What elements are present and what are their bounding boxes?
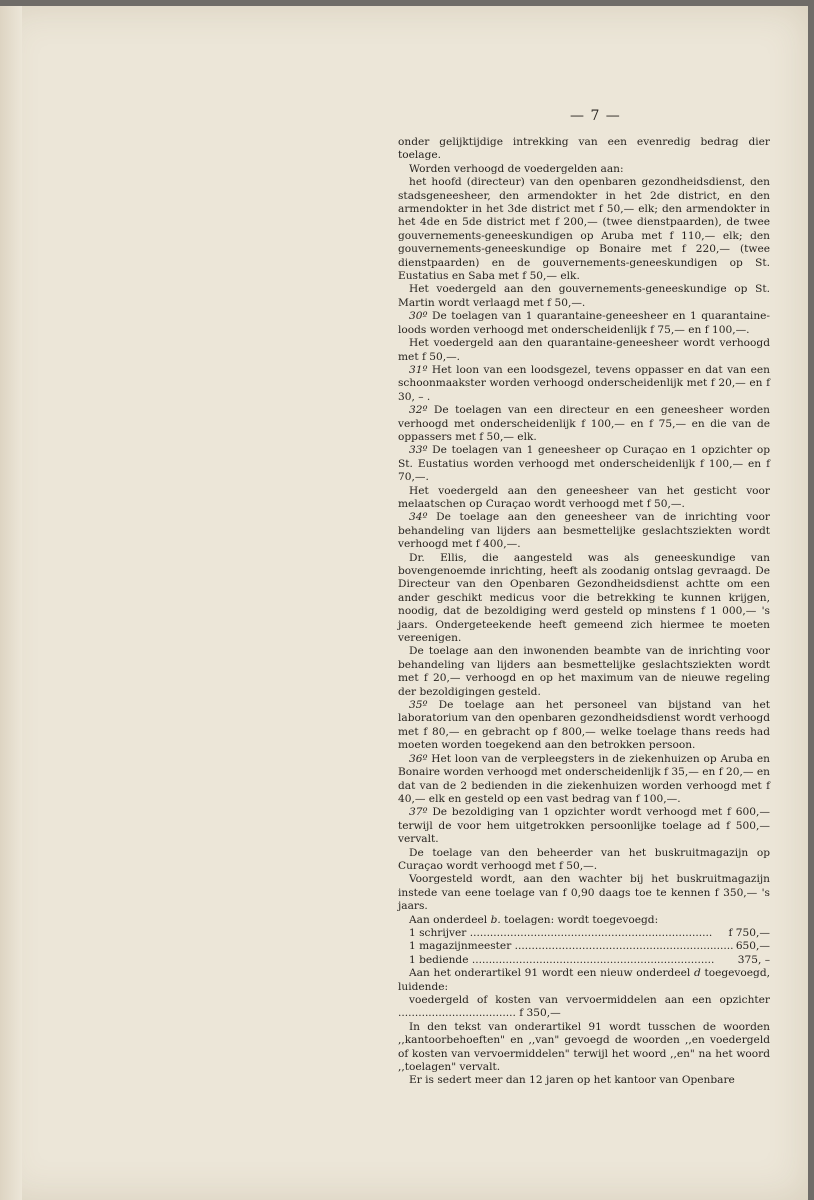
document-page — [0, 6, 808, 1200]
position-label: 1 schrijver ..... — [409, 927, 727, 940]
list-item — [398, 927, 770, 940]
page-fold-shadow — [0, 6, 22, 1200]
numbered-paragraph: 30º De toelagen van 1 quarantaine-geneesheer en 1 quarantaine-loods worden verhoogd met onderscheidenlijk f 75,— en f 100,—. — [398, 310, 770, 336]
amount: f 350,— — [519, 1007, 561, 1020]
paragraph: Het voedergeld aan den geneesheer van het gesticht voor melaatschen op Curaçao wordt verhoogd met f 50,—. — [398, 484, 770, 510]
amount: 650,— — [735, 940, 770, 953]
position-label: voedergeld of kosten van vervoermiddelen aan een opzichter — [409, 994, 770, 1006]
item-number: 33º — [409, 444, 428, 457]
paragraph: Voorgesteld wordt, aan den wachter bij het buskruitmagazijn instede van eene toelage van f 0,90 daags toe te kennen f 350,— 's jaars. — [398, 873, 770, 913]
item-number: 34º — [409, 511, 428, 524]
paragraph: Er is sedert meer dan 12 jaren op het kantoor van Openbare — [409, 1074, 735, 1087]
amount: 375, – — [737, 953, 770, 966]
list-item — [398, 940, 770, 953]
numbered-paragraph: 37º De bezoldiging van 1 opzichter wordt verhoogd met f 600,— terwijl de voor hem uitgetrokken persoonlijke toelage ad f 500,— vervalt. — [398, 806, 770, 846]
item-number: 31º — [409, 363, 428, 376]
numbered-paragraph: 35º De toelage aan het personeel van bijstand van het laboratorium van den openbaren gezondheidsdienst wordt verhoogd met f 80,— en gebracht op f 800,— welke toelage thans reeds had moeten worden toegekend aan den betrokken persoon. — [398, 699, 770, 752]
paragraph: Aan het onderartikel 91 wordt een nieuw onderdeel d toegevoegd, luidende: — [398, 967, 770, 993]
item-number: 30º — [409, 310, 428, 323]
paragraph: De toelage aan den inwonenden beambte van de inrichting voor behandeling van lijders aan besmettelijke geslachtsziekten wordt met f 20,— verhoogd en op het maximum van de nieuwe regeling der bezoldigingen gesteld. — [398, 645, 770, 698]
numbered-paragraph: 31º Het loon van een loodsgezel, tevens oppasser en dat van een schoonmaakster worden verhoogd onderscheidenlijk met f 20,— en f 30, – . — [398, 363, 770, 403]
subsection-letter: b. — [490, 913, 501, 926]
numbered-paragraph: 33º De toelagen van 1 geneesheer op Curaçao en 1 opzichter op St. Eustatius worden verhoogd met onderscheidenlijk f 100,— en f 70,—. — [398, 444, 771, 484]
page-number: — 7 — — [570, 108, 621, 124]
paragraph: Aan onderdeel b. toelagen: wordt toegevoegd: — [409, 913, 659, 926]
numbered-paragraph: 32º De toelagen van een directeur en een geneesheer worden verhoogd met onderscheidenlijk f 100,— en f 75,— en die van de oppassers met f 50,— elk. — [398, 404, 770, 443]
list-item: voedergeld of kosten van vervoermiddelen aan een opzichter ................................... f 350,— — [398, 994, 770, 1020]
position-label: 1 magazijnmeester ..... — [409, 940, 734, 953]
item-number: 32º — [409, 404, 428, 417]
paragraph: het hoofd (directeur) van den openbaren gezondheidsdienst, den stadsgeneesheer, den armendokter in het 2de district, en den armendokter in het 3de district met f 50,— elk; den armendokter in het 4de en 5de district met f 200,— (twee dienstpaarden), de twee gouvernements-geneeskundigen op Aruba met f 110,— elk; den gouvernements-geneeskundige op Bonaire met f 220,— (twee dienstpaarden) en de gouvernements-geneeskundigen op St. Eustatius en Saba met f 50,— elk. — [398, 176, 770, 283]
paragraph: Het voedergeld aan den quarantaine-geneesheer wordt verhoogd met f 50,—. — [398, 337, 770, 363]
paragraph: In den tekst van onderartikel 91 wordt tusschen de woorden ,,kantoorbehoeften" en ,,van" gevoegd de woorden ,,en voedergeld of kosten van vervoermiddelen" terwijl het woord ,,en" na het woord ,,toelagen" vervalt. — [398, 1020, 770, 1074]
paragraph: De toelage van den beheerder van het buskruitmagazijn op Curaçao wordt verhoogd met f 50,—. — [398, 846, 770, 872]
paragraph: Het voedergeld aan den gouvernements-geneeskundige op St. Martin wordt verlaagd met f 50,—. — [398, 283, 770, 309]
item-number: 35º — [409, 699, 428, 712]
paragraph: Worden verhoogd de voedergelden aan: — [409, 162, 624, 175]
numbered-paragraph: 36º Het loon van de verpleegsters in de ziekenhuizen op Aruba en Bonaire worden verhoogd met onderscheidenlijk f 35,— en f 20,— en dat van de 2 bedienden in die ziekenhuizen worden verhoogd met f 40,— elk en gesteld op een vast bedrag van f 100,—. — [398, 752, 770, 805]
item-number: 37º — [409, 806, 428, 819]
numbered-paragraph: 34º De toelage aan den geneesheer van de inrichting voor behandeling van lijders aan besmettelijke geslachtsziekten wordt verhoogd met f 400,—. — [398, 511, 770, 551]
position-label: 1 bediende ..... — [409, 954, 736, 967]
amount: f 750,— — [728, 926, 770, 939]
list-item — [398, 954, 770, 967]
subsection-letter: d — [693, 967, 701, 980]
paragraph: onder gelijktijdige intrekking van een evenredig bedrag dier toelage. — [398, 136, 770, 162]
text-column — [398, 136, 770, 1088]
paragraph: Dr. Ellis, die aangesteld was als geneeskundige van bovengenoemde inrichting, heeft als zoodanig ontslag gevraagd. De Directeur van den Openbaren Gezondheidsdienst achtte om een ander geschikt medicus voor die betrekking te kunnen krijgen, noodig, dat de bezoldiging werd gesteld op minstens f 1 000,— 's jaars. Ondergeteekende heeft gemeend zich hiermee te moeten vereenigen. — [398, 551, 770, 645]
item-number: 36º — [409, 752, 428, 765]
